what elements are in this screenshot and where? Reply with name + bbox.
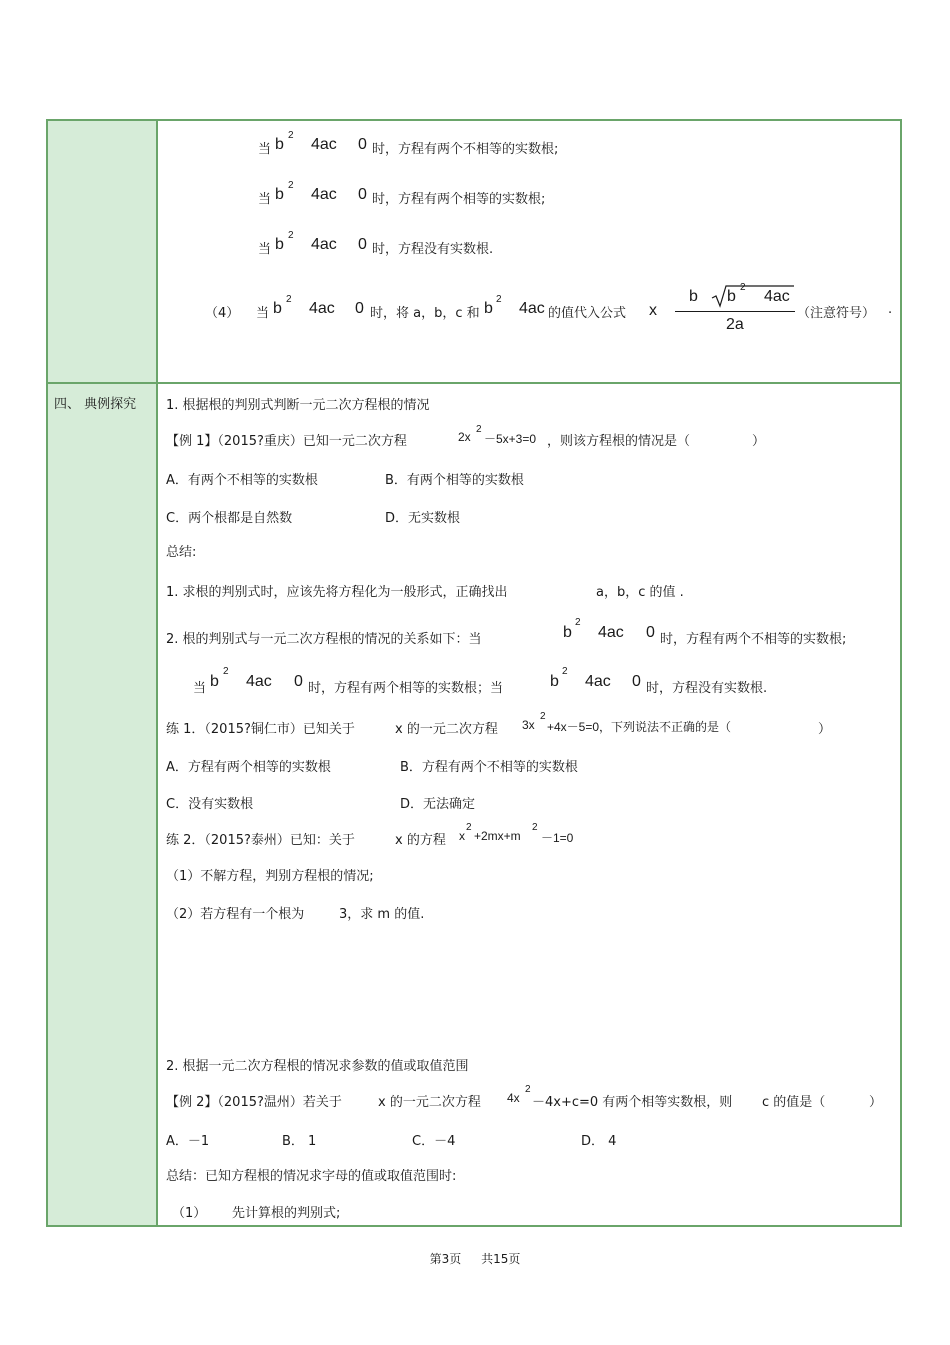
math-sup: 2 — [532, 822, 538, 833]
practice1-lead: 练 1．（2015?铜仁市）已知关于 — [166, 722, 355, 737]
example1-equation: 2x — [458, 430, 471, 444]
math-zero: 0 — [646, 624, 655, 641]
example1-close: ） — [752, 434, 766, 449]
math-b: b — [484, 300, 493, 317]
math-x: x — [649, 302, 657, 319]
math-4ac: 4ac — [309, 300, 335, 317]
summary-2-case3: 时，方程没有实数根. — [646, 681, 768, 696]
label-dang: 当 — [258, 242, 272, 257]
fraction-bar — [675, 311, 795, 312]
math-sup: 2 — [288, 180, 294, 191]
summary-1-vars: a，b，c 的值 . — [596, 585, 684, 600]
practice2-question2-tail: 3，求 m 的值. — [339, 907, 425, 922]
math-sup: 2 — [476, 424, 482, 435]
math-sup: 2 — [288, 130, 294, 141]
math-zero: 0 — [632, 673, 641, 690]
math-zero: 0 — [355, 300, 364, 317]
math-b: b — [273, 300, 282, 317]
section-label: 四、 典例探究 — [54, 397, 137, 412]
practice1-x: x 的一元二次方程 — [395, 722, 498, 737]
example1-option-b: B．有两个相等的实数根 — [385, 473, 524, 488]
math-b: b — [275, 236, 284, 253]
case3-text: 时，方程没有实数根. — [372, 242, 494, 257]
summary-1: 1. 求根的判别式时，应该先将方程化为一般形式，正确找出 — [166, 585, 508, 600]
formula-denominator: 2a — [726, 316, 744, 333]
case1-text: 时，方程有两个不相等的实数根; — [372, 142, 559, 157]
math-sup: 2 — [496, 294, 502, 305]
math-sup: 2 — [286, 294, 292, 305]
math-sup: 2 — [562, 666, 568, 677]
math-sup: 2 — [740, 282, 746, 293]
summary-2: 2. 根的判别式与一元二次方程根的情况的关系如下：当 — [166, 632, 482, 647]
math-zero: 0 — [358, 136, 367, 153]
page-footer — [0, 1250, 950, 1267]
practice1-option-d: D．无法确定 — [400, 797, 476, 812]
row-divider — [48, 382, 900, 384]
example2-option-c: C．－4 — [412, 1134, 456, 1149]
example1-equation: －5x+3=0 — [484, 432, 537, 446]
label-dang: 当 — [258, 192, 272, 207]
example2-equation: 4x — [507, 1091, 520, 1105]
summary-title: 总结: — [166, 545, 197, 560]
math-sup: 2 — [288, 230, 294, 241]
example2-equation: －4x+c=0 有两个相等实数根，则 — [532, 1095, 733, 1110]
label-dang: 当 — [193, 681, 207, 696]
practice2-equation: －1=0 — [541, 831, 574, 845]
example1-tail: ，则该方程根的情况是（ — [547, 434, 691, 449]
summary-3-step1-number: （1） — [172, 1206, 207, 1221]
practice2-equation: +2mx+m — [474, 829, 521, 843]
math-4ac: 4ac — [311, 136, 337, 153]
practice1-equation: +4x－5=0，下列说法不正确的是（ — [547, 720, 732, 734]
example2-lead: 【例 2】（2015?温州）若关于 — [166, 1095, 342, 1110]
summary-2-case1: 时，方程有两个不相等的实数根; — [660, 632, 847, 647]
example2-c: c 的值是（ — [762, 1095, 826, 1110]
math-4ac: 4ac — [246, 673, 272, 690]
step4-period: . — [888, 302, 893, 317]
math-4ac: 4ac — [311, 236, 337, 253]
math-b: b — [550, 673, 559, 690]
math-4ac: 4ac — [764, 288, 790, 305]
example2-option-d: D． 4 — [581, 1134, 617, 1149]
math-4ac: 4ac — [598, 624, 624, 641]
math-sup: 2 — [525, 1084, 531, 1095]
label-dang: 当 — [256, 306, 270, 321]
practice2-lead: 练 2．（2015?泰州）已知：关于 — [166, 833, 355, 848]
practice2-question2: （2）若方程有一个根为 — [166, 907, 305, 922]
math-b: b — [275, 186, 284, 203]
math-b: b — [275, 136, 284, 153]
math-zero: 0 — [358, 236, 367, 253]
math-b: b — [727, 288, 736, 305]
example2-option-b: B． 1 — [282, 1134, 317, 1149]
example1-option-c: C．两个根都是自然数 — [166, 511, 293, 526]
math-sup: 2 — [540, 711, 546, 722]
formula-b: b — [689, 288, 698, 305]
case2-text: 时，方程有两个相等的实数根; — [372, 192, 546, 207]
math-zero: 0 — [358, 186, 367, 203]
page-number: 第3页 — [429, 1252, 462, 1266]
practice1-close: ） — [818, 722, 832, 737]
practice2-question1: （1）不解方程，判别方程根的情况; — [166, 869, 374, 884]
math-4ac: 4ac — [519, 300, 545, 317]
heading-2: 2. 根据一元二次方程根的情况求参数的值或取值范围 — [166, 1059, 469, 1074]
summary-3-step1: 先计算根的判别式; — [232, 1206, 341, 1221]
math-sup: 2 — [575, 617, 581, 628]
step4-number: （4） — [205, 306, 240, 321]
math-4ac: 4ac — [311, 186, 337, 203]
practice1-option-c: C．没有实数根 — [166, 797, 254, 812]
step4-text: 的值代入公式 — [548, 306, 627, 321]
summary-3: 总结：已知方程根的情况求字母的值或取值范围时: — [166, 1169, 457, 1184]
heading-1: 1. 根据根的判别式判断一元二次方程根的情况 — [166, 398, 430, 413]
step4-note: （注意符号） — [797, 306, 876, 321]
left-column — [48, 121, 158, 1225]
example1-option-a: A．有两个不相等的实数根 — [166, 473, 318, 488]
math-sup: 2 — [466, 822, 472, 833]
math-b: b — [563, 624, 572, 641]
practice1-equation: 3x — [522, 718, 535, 732]
summary-2-case2: 时，方程有两个相等的实数根；当 — [308, 681, 504, 696]
practice1-option-a: A．方程有两个相等的实数根 — [166, 760, 331, 775]
math-sup: 2 — [223, 666, 229, 677]
example2-x: x 的一元二次方程 — [378, 1095, 481, 1110]
example2-option-a: A．－1 — [166, 1134, 210, 1149]
page-total: 共15页 — [481, 1252, 521, 1266]
step4-text: 时，将 a，b，c 和 — [370, 306, 480, 321]
practice2-equation: x — [459, 829, 465, 843]
example1-lead: 【例 1】（2015?重庆）已知一元二次方程 — [166, 434, 407, 449]
math-zero: 0 — [294, 673, 303, 690]
math-4ac: 4ac — [585, 673, 611, 690]
example2-close: ） — [869, 1095, 883, 1110]
practice1-option-b: B．方程有两个不相等的实数根 — [400, 760, 578, 775]
math-b: b — [210, 673, 219, 690]
example1-option-d: D．无实数根 — [385, 511, 461, 526]
practice2-x: x 的方程 — [395, 833, 446, 848]
label-dang: 当 — [258, 142, 272, 157]
